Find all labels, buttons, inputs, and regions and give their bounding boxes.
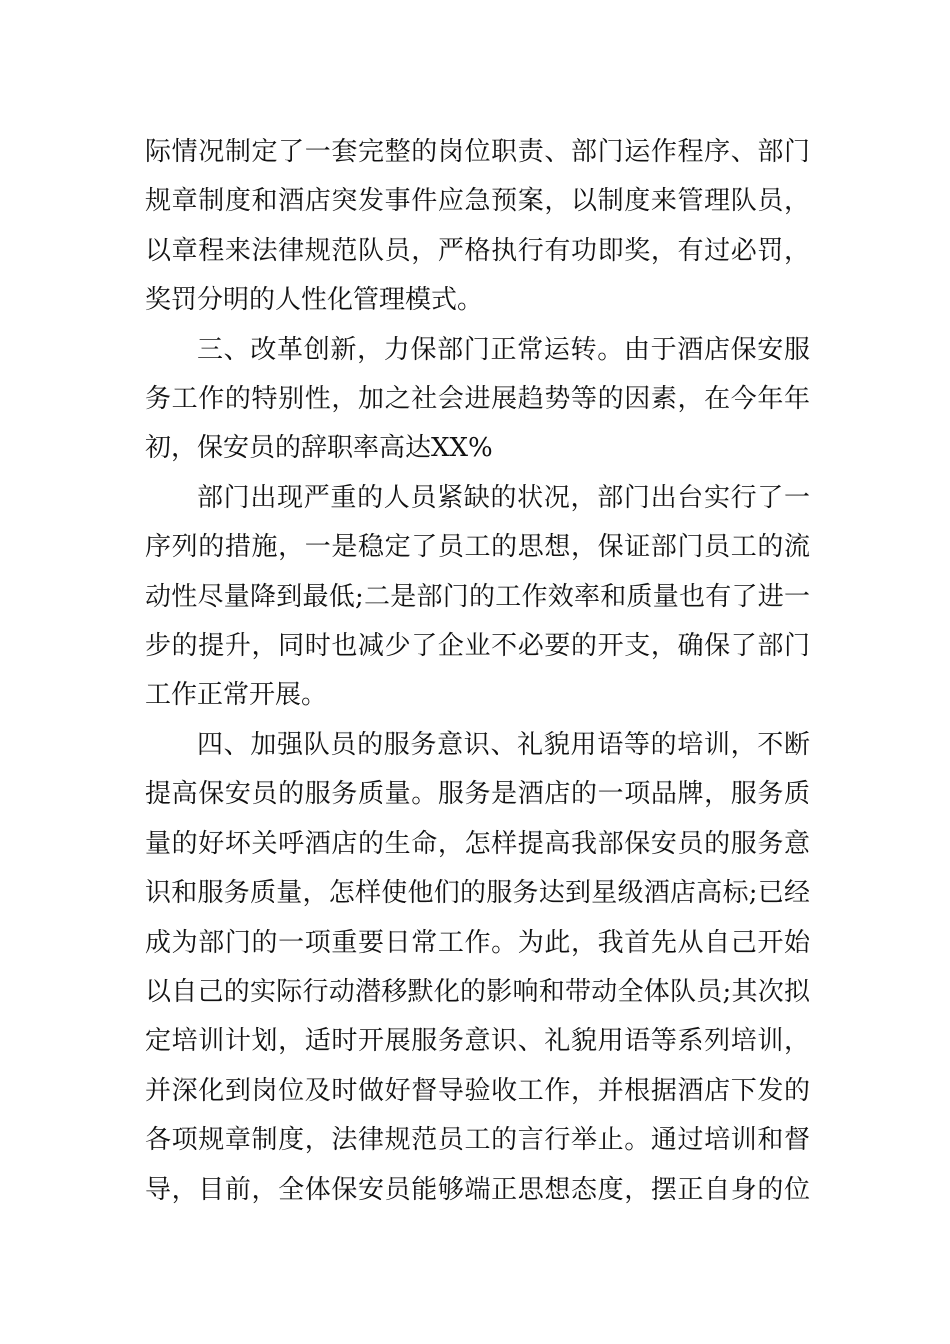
text-line: 以章程来法律规范队员，严格执行有功即奖，有过必罚， xyxy=(145,235,810,266)
text-line: 规章制度和酒店突发事件应急预案，以制度来管理队员， xyxy=(145,186,810,217)
document-body xyxy=(145,128,810,1215)
text-line: 工作正常开展。 xyxy=(145,680,328,711)
text-line: 际情况制定了一套完整的岗位职责、部门运作程序、部门 xyxy=(145,137,810,167)
text-line: 并深化到岗位及时做好督导验收工作，并根据酒店下发的 xyxy=(145,1075,810,1106)
text-line: 部门出现严重的人员紧缺的状况，部门出台实行了一 xyxy=(197,482,810,513)
text-line: 各项规章制度，法律规范员工的言行举止。通过培训和督 xyxy=(145,1125,810,1156)
text-line: 务工作的特别性，加之社会进展趋势等的因素，在今年年 xyxy=(145,384,810,415)
text-line: 初，保安员的辞职率高达XX% xyxy=(145,433,493,464)
paragraph-3 xyxy=(145,474,810,721)
text-line: 四、加强队员的服务意识、礼貌用语等的培训，不断 xyxy=(197,729,810,760)
text-line: 奖罚分明的人性化管理模式。 xyxy=(145,285,484,316)
text-line: 成为部门的一项重要日常工作。为此，我首先从自己开始 xyxy=(145,927,810,958)
paragraph-4 xyxy=(145,721,810,1215)
text-line: 提高保安员的服务质量。服务是酒店的一项品牌，服务质 xyxy=(145,779,810,810)
text-line: 定培训计划，适时开展服务意识、礼貌用语等系列培训， xyxy=(145,1026,810,1057)
text-line: 序列的措施，一是稳定了员工的思想，保证部门员工的流 xyxy=(145,532,810,563)
paragraph-1 xyxy=(145,128,810,326)
text-line: 步的提升，同时也减少了企业不必要的开支，确保了部门 xyxy=(145,631,810,662)
text-line: 三、改革创新，力保部门正常运转。由于酒店保安服 xyxy=(197,334,810,365)
paragraph-2 xyxy=(145,326,810,474)
text-line: 识和服务质量，怎样使他们的服务达到星级酒店高标;已经 xyxy=(145,878,810,909)
text-line: 动性尽量降到最低;二是部门的工作效率和质量也有了进一 xyxy=(145,581,810,612)
text-line: 导，目前，全体保安员能够端正思想态度，摆正自身的位 xyxy=(145,1174,810,1205)
text-line: 量的好坏关呼酒店的生命，怎样提高我部保安员的服务意 xyxy=(145,828,810,859)
text-line: 以自己的实际行动潜移默化的影响和带动全体队员;其次拟 xyxy=(145,976,810,1007)
